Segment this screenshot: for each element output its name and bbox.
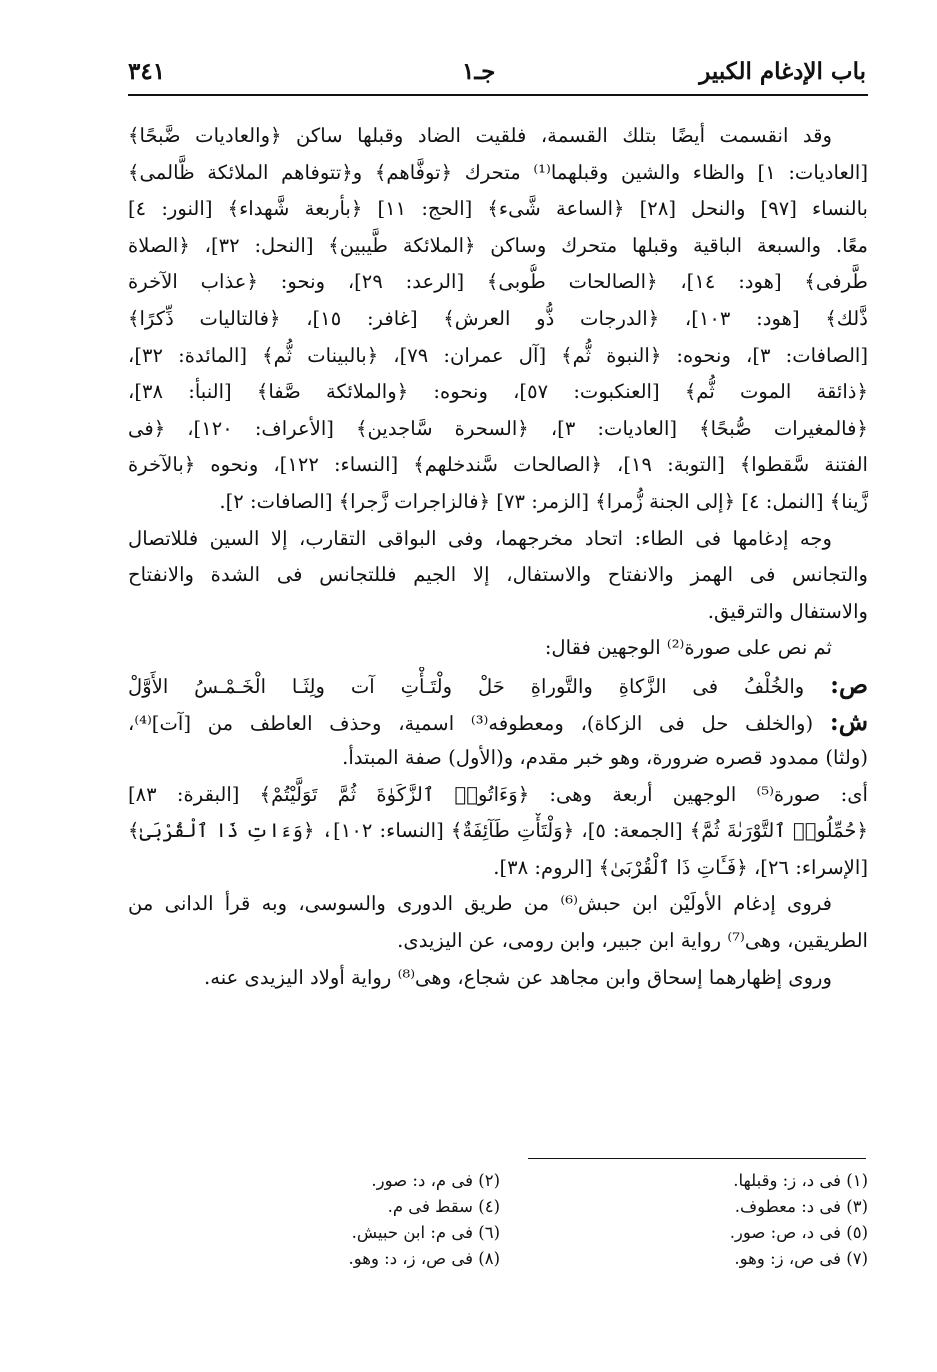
footnote: (٥) فى د، ص: صور. (729, 1223, 868, 1242)
main-text (128, 118, 868, 996)
text-line: والتجانس فى الهمز والانفتاح والاستفال، إلا الجيم فللتجانس فى الشدة والانفتاح (128, 563, 868, 587)
text-line: فروى إدغام الأولَيْن ابن حبش⁽⁶⁾ من طريق الدورى والسوسى، وبه قرأ الدانى من (128, 892, 833, 916)
commentary-marker: ش: (829, 706, 868, 736)
text-line: وروى إظهارهما إسحاق وابن مجاهد عن شجاع، وهى⁽⁸⁾ رواية أولاد اليزيدى عنه. (203, 965, 832, 989)
text-line: ذَّلك﴾ [هود: ١٠٣]، ﴿الدرجات ذُّو العرش﴾ [غافر: ١٥]، ﴿فالتاليات ذِّكرًا﴾ (128, 306, 868, 330)
text-line: ﴿ذائقة الموت ثُّم﴾ [العنكبوت: ٥٧]، ونحوه: ﴿والملائكة صَّفا﴾ [النبأ: ٣٨]، (128, 380, 868, 404)
text-line: [الإسراء: ٢٦]، ﴿فَـَٔاتِ ذَا ٱلْقُرْبَىٰ﴾ [الروم: ٣٨]. (493, 855, 868, 879)
footnote-row (128, 1246, 868, 1272)
running-header (128, 52, 866, 92)
text-line: [العاديات: ١] والظاء والشين وقبلهما⁽¹⁾ متحرك ﴿توفَّاهم﴾ و﴿تتوفاهم الملائكة ظَّالمى﴾ (128, 160, 868, 184)
footnotes (128, 1168, 868, 1272)
verse-text: والخُلْفُ فى الزَّكاةِ والتَّوراةِ حَلْ ولْتَـأْتِ آت ولِثَـا الْخَـمْـسُ الأَوَّلْ (128, 674, 805, 698)
footnote: (٢) فى م، د: صور. (371, 1171, 500, 1190)
text-line: ﴿حُمِّلُوا۟ ٱلتَّوْرَىٰةَ ثُمَّ﴾ [الجمعة: ٥]، ﴿وَلْتَأْتِ طَآئِفَةٌ﴾ [النساء: ١٠٢]، ﴿وَءَاتِ ذَا ٱلْقُرْبَىٰ﴾ (128, 819, 868, 843)
text-line: معًا. والسبعة الباقية وقبلها متحرك وساكن ﴿الملائكة طَّيبين﴾ [النحل: ٣٢]، ﴿الصلاة (128, 233, 868, 257)
footnote-rule (528, 1158, 866, 1159)
header-rule (128, 94, 868, 96)
text-line: ﴿فالمغيرات صُّبحًا﴾ [العاديات: ٣]، ﴿السحرة سَّاجدين﴾ [الأعراف: ١٢٠]، ﴿فى (128, 416, 868, 440)
footnote: (٦) فى م: ابن حبيش. (351, 1223, 500, 1242)
page-number: ٣٤١ (128, 58, 166, 85)
text-line: الطريقين، وهى⁽⁷⁾ رواية ابن جبير، وابن رومى، عن اليزيدى. (397, 929, 868, 953)
footnote-row (128, 1220, 868, 1246)
volume-label: جـ١ (462, 58, 496, 85)
text-line: بالنساء [٩٧] والنحل [٢٨] ﴿الساعة شَّىء﴾ [الحج: ١١] ﴿بأربعة شَّهداء﴾ [النور: ٤] (128, 197, 868, 221)
footnote: (٤) سقط فى م. (387, 1197, 500, 1216)
text-line: (ولثا) ممدود قصره ضرورة، وهو خبر مقدم، و(الأول) صفة المبتدأ. (342, 746, 868, 770)
text-line: ثم نص على صورة⁽²⁾ الوجهين فقال: (544, 636, 832, 660)
text-line: [الصافات: ٣]، ونحوه: ﴿النبوة ثُّم﴾ [آل عمران: ٧٩]، ﴿بالبينات ثُّم﴾ [المائدة: ٣٢]، (128, 343, 868, 367)
footnote: (٧) فى ص، ز: وهو. (734, 1249, 868, 1268)
text-line: الفتنة سَّقطوا﴾ [التوبة: ١٩]، ﴿الصالحات سَّندخلهم﴾ [النساء: ١٢٢]، ونحوه ﴿بالآخرة (128, 453, 868, 477)
footnote-row (128, 1194, 868, 1220)
verse-line (128, 667, 868, 704)
chapter-title: باب الإدغام الكبير (699, 58, 866, 85)
text-line: وقد انقسمت أيضًا بتلك القسمة، فلقيت الضاد وقبلها ساكن ﴿والعاديات ضَّبحًا﴾ (128, 124, 832, 147)
footnote: (٨) فى ص، ز، د: وهو. (348, 1249, 500, 1268)
verse-marker: ص: (830, 669, 868, 699)
commentary-text: (والخلف حل فى الزكاة)، ومعطوفه⁽³⁾ اسمية، وحذف العاطف من [آت]⁽⁴⁾، (128, 711, 814, 735)
text-line: وجه إدغامها فى الطاء: اتحاد مخرجهما، وفى البواقى التقارب، إلا السين فللاتصال (128, 526, 832, 550)
footnote-row (128, 1168, 868, 1194)
text-line: طَّرفى﴾ [هود: ١٤]، ﴿الصالحات طُّوبى﴾ [الرعد: ٢٩]، ونحو: ﴿عذاب الآخرة (128, 270, 868, 294)
footnote: (١) فى د، ز: وقبلها. (733, 1171, 868, 1190)
text-line: أى: صورة⁽⁵⁾ الوجهين أربعة وهى: ﴿وَءَاتُوا۟ ٱلزَّكَوٰةَ ثُمَّ تَوَلَّيْتُمْ﴾ [البقرة: ٨٣] (128, 782, 868, 806)
commentary-line (128, 704, 868, 741)
footnote: (٣) فى د: معطوف. (734, 1197, 868, 1216)
text-line: زَّينا﴾ [النمل: ٤] ﴿إلى الجنة زُّمرا﴾ [الزمر: ٧٣] ﴿فالزاجرات زَّجرا﴾ [الصافات: ٢]. (219, 489, 868, 513)
text-line: والاستفال والترقيق. (707, 599, 868, 623)
